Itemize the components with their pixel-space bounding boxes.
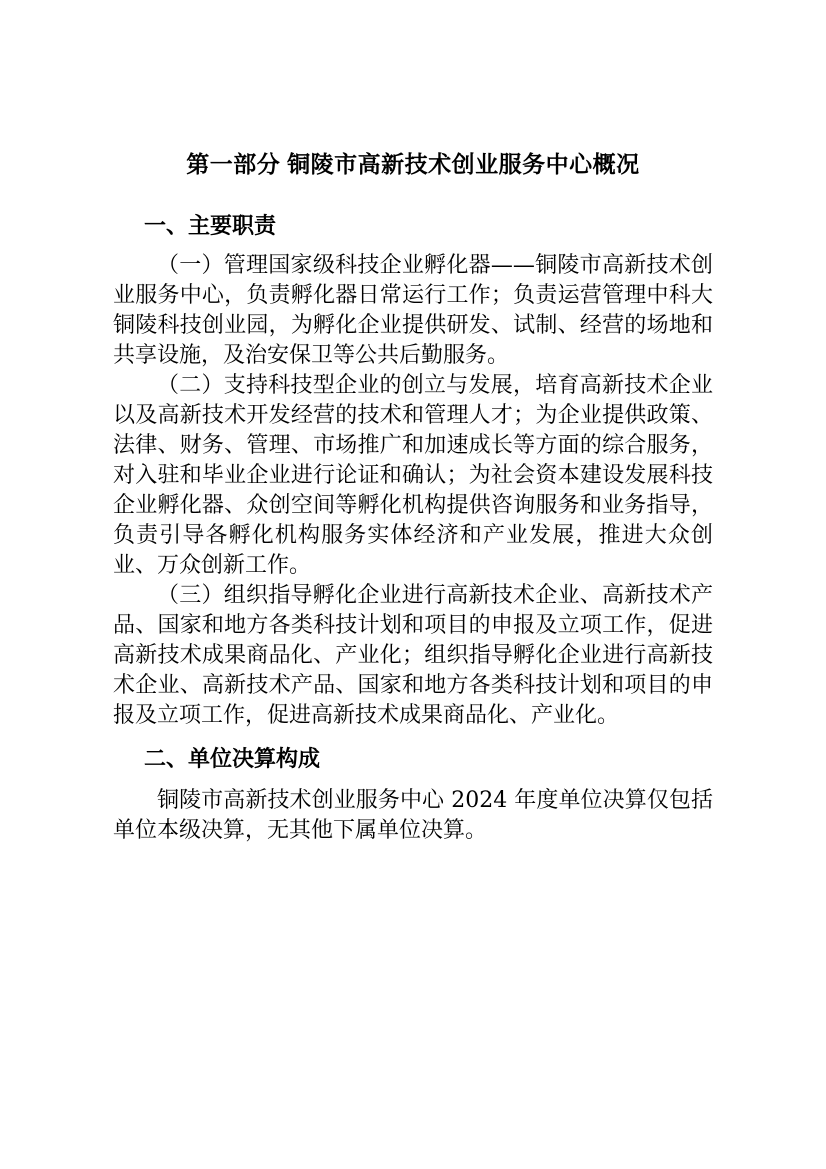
page-title: 第一部分 铜陵市高新技术创业服务中心概况 bbox=[186, 151, 640, 177]
section-heading-budget-composition: 二、单位决算构成 bbox=[144, 746, 321, 771]
section-heading-main-duties: 一、主要职责 bbox=[144, 213, 277, 238]
document-content bbox=[113, 0, 713, 846]
paragraph-duty-1: （一）管理国家级科技企业孵化器——铜陵市高新技术创业服务中心，负责孵化器日常运行工作；负责运营管理中科大铜陵科技创业园，为孵化企业提供研发、试制、经营的场地和共享设施，及治安保卫等公共后勤服务。 bbox=[113, 253, 713, 368]
paragraph-duty-2: （二）支持科技型企业的创立与发展，培育高新技术企业以及高新技术开发经营的技术和管理人才；为企业提供政策、法律、财务、管理、市场推广和加速成长等方面的综合服务，对入驻和毕业企业进行论证和确认；为社会资本建设发展科技企业孵化器、众创空间等孵化机构提供咨询服务和业务指导，负责引导各孵化机构服务实体经济和产业发展，推进大众创业、万众创新工作。 bbox=[113, 373, 713, 578]
paragraph-budget-composition: 铜陵市高新技术创业服务中心 2024 年度单位决算仅包括单位本级决算，无其他下属单位决算。 bbox=[113, 788, 713, 843]
paragraph-duty-3: （三）组织指导孵化企业进行高新技术企业、高新技术产品、国家和地方各类科技计划和项目的申报及立项工作，促进高新技术成果商品化、产业化；组织指导孵化企业进行高新技术企业、高新技术产品、国家和地方各类科技计划和项目的申报及立项工作，促进高新技术成果商品化、产业化。 bbox=[113, 583, 713, 728]
